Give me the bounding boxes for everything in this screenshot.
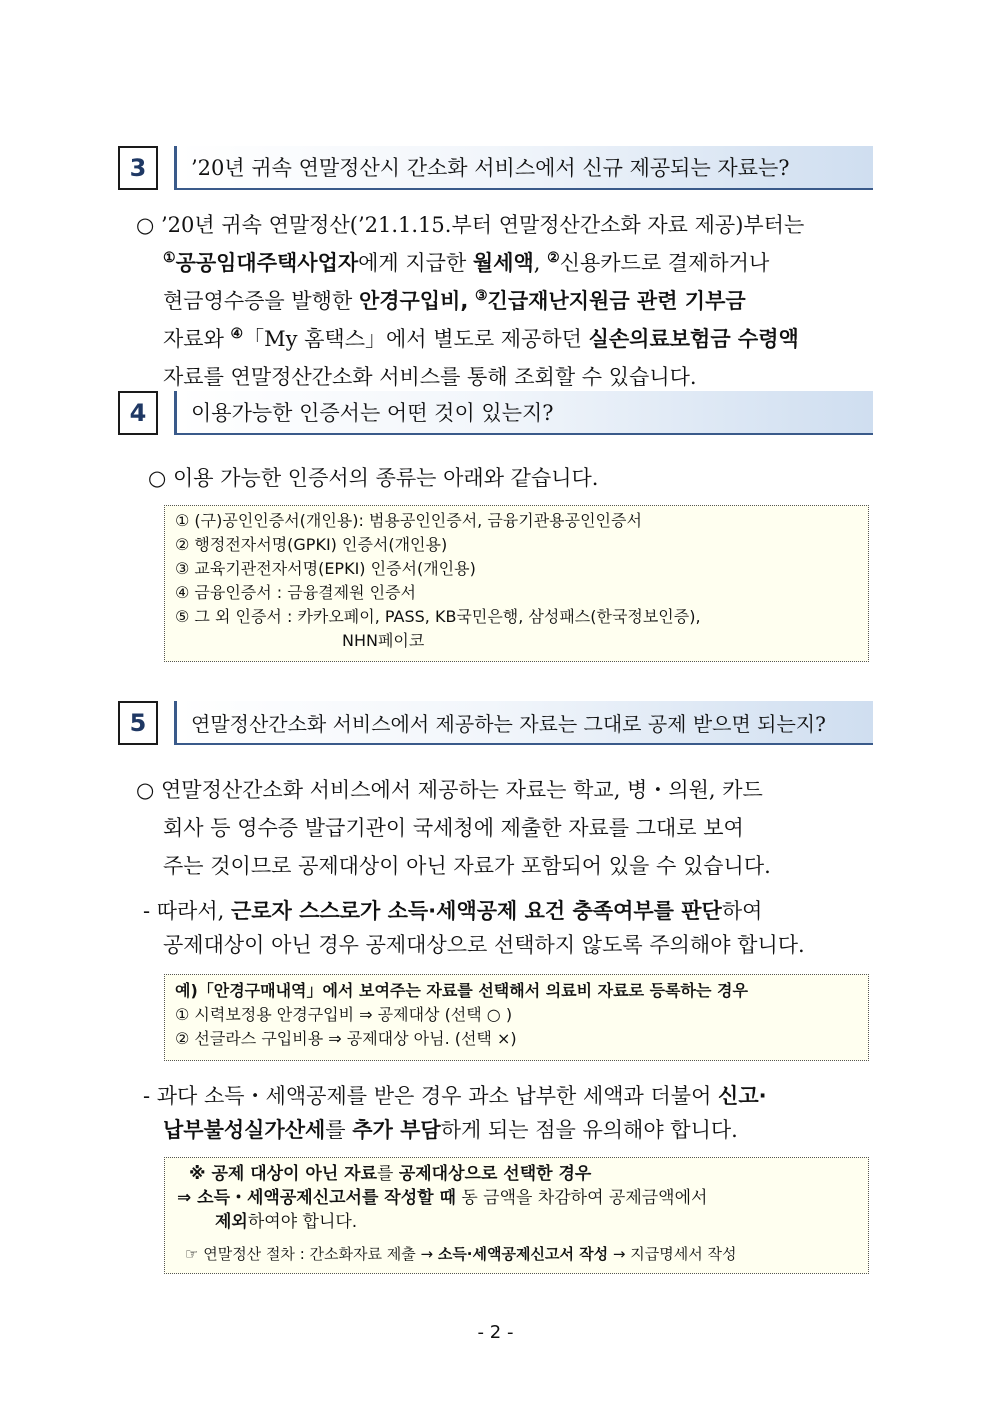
cert-item: ① (구)공인인증서(개인용): 범용공인인증서, 금융기관용공인인증서 bbox=[175, 511, 642, 530]
note-line-3: 제외하여야 합니다. bbox=[215, 1212, 358, 1232]
cert-item: NHN페이코 bbox=[342, 631, 425, 650]
note-box bbox=[164, 1157, 869, 1274]
note-line-2: ⇒ 소득・세액공제신고서를 작성할 때 동 금액을 차감하여 공제금액에서 bbox=[177, 1188, 708, 1208]
q5-p1-line-3: 주는 것이므로 공제대상이 아닌 자료가 포함되어 있을 수 있습니다. bbox=[163, 854, 771, 878]
q3-line-4: 자료와 ④「My 홈택스」에서 별도로 제공하던 실손의료보험금 수령액 bbox=[163, 326, 799, 351]
section-3-header bbox=[118, 146, 873, 192]
section-number: 5 bbox=[118, 701, 158, 745]
example-line: ② 선글라스 구입비용 ⇒ 공제대상 아님. (선택 ×) bbox=[175, 1029, 517, 1048]
q3-line-2: ①공공임대주택사업자에게 지급한 월세액, ②신용카드로 결제하거나 bbox=[163, 250, 770, 275]
q5-p3-line-2: 납부불성실가산세를 추가 부담하게 되는 점을 유의해야 합니다. bbox=[163, 1118, 738, 1142]
cert-item: ⑤ 그 외 인증서 : 카카오페이, PASS, KB국민은행, 삼성패스(한국정보인증), bbox=[175, 607, 701, 626]
example-title: 예)「안경구매내역」에서 보여주는 자료를 선택해서 의료비 자료로 등록하는 경우 bbox=[175, 981, 748, 1000]
q3-line-5: 자료를 연말정산간소화 서비스를 통해 조회할 수 있습니다. bbox=[163, 365, 697, 389]
section-title: 연말정산간소화 서비스에서 제공하는 자료는 그대로 공제 받으면 되는지? bbox=[174, 701, 873, 745]
q3-line-1: ○ ’20년 귀속 연말정산(’21.1.15.부터 연말정산간소화 자료 제공)부터는 bbox=[136, 213, 805, 237]
cert-item: ② 행정전자서명(GPKI) 인증서(개인용) bbox=[175, 535, 448, 554]
section-number: 3 bbox=[118, 146, 158, 190]
section-5-header bbox=[118, 701, 873, 747]
q5-p2-line-1: - 따라서, 근로자 스스로가 소득·세액공제 요건 충족여부를 판단하여 bbox=[143, 899, 763, 923]
page-number: - 2 - bbox=[477, 1322, 514, 1343]
example-line: ① 시력보정용 안경구입비 ⇒ 공제대상 (선택 ○ ) bbox=[175, 1005, 513, 1024]
section-title: ’20년 귀속 연말정산시 간소화 서비스에서 신규 제공되는 자료는? bbox=[174, 146, 873, 190]
q5-p3-line-1: - 과다 소득・세액공제를 받은 경우 과소 납부한 세액과 더불어 신고· bbox=[143, 1084, 767, 1108]
section-number: 4 bbox=[118, 391, 158, 435]
q3-line-3: 현금영수증을 발행한 안경구입비, ③긴급재난지원금 관련 기부금 bbox=[163, 288, 746, 313]
section-4-header bbox=[118, 391, 873, 437]
q5-p1-line-1: ○ 연말정산간소화 서비스에서 제공하는 자료는 학교, 병・의원, 카드 bbox=[136, 778, 763, 802]
note-procedure: ☞ 연말정산 절차 : 간소화자료 제출 → 소득·세액공제신고서 작성 → 지급명세서 작성 bbox=[185, 1245, 737, 1263]
note-line-1: ※ 공제 대상이 아닌 자료를 공제대상으로 선택한 경우 bbox=[189, 1164, 592, 1184]
q4-intro: ○ 이용 가능한 인증서의 종류는 아래와 같습니다. bbox=[148, 466, 599, 490]
q5-p1-line-2: 회사 등 영수증 발급기관이 국세청에 제출한 자료를 그대로 보여 bbox=[163, 816, 744, 840]
cert-item: ③ 교육기관전자서명(EPKI) 인증서(개인용) bbox=[175, 559, 476, 578]
certificate-list-box bbox=[164, 505, 869, 662]
example-box bbox=[164, 974, 869, 1061]
q5-p2-line-2: 공제대상이 아닌 경우 공제대상으로 선택하지 않도록 주의해야 합니다. bbox=[163, 933, 805, 957]
cert-item: ④ 금융인증서 : 금융결제원 인증서 bbox=[175, 583, 417, 602]
section-title: 이용가능한 인증서는 어떤 것이 있는지? bbox=[174, 391, 873, 435]
